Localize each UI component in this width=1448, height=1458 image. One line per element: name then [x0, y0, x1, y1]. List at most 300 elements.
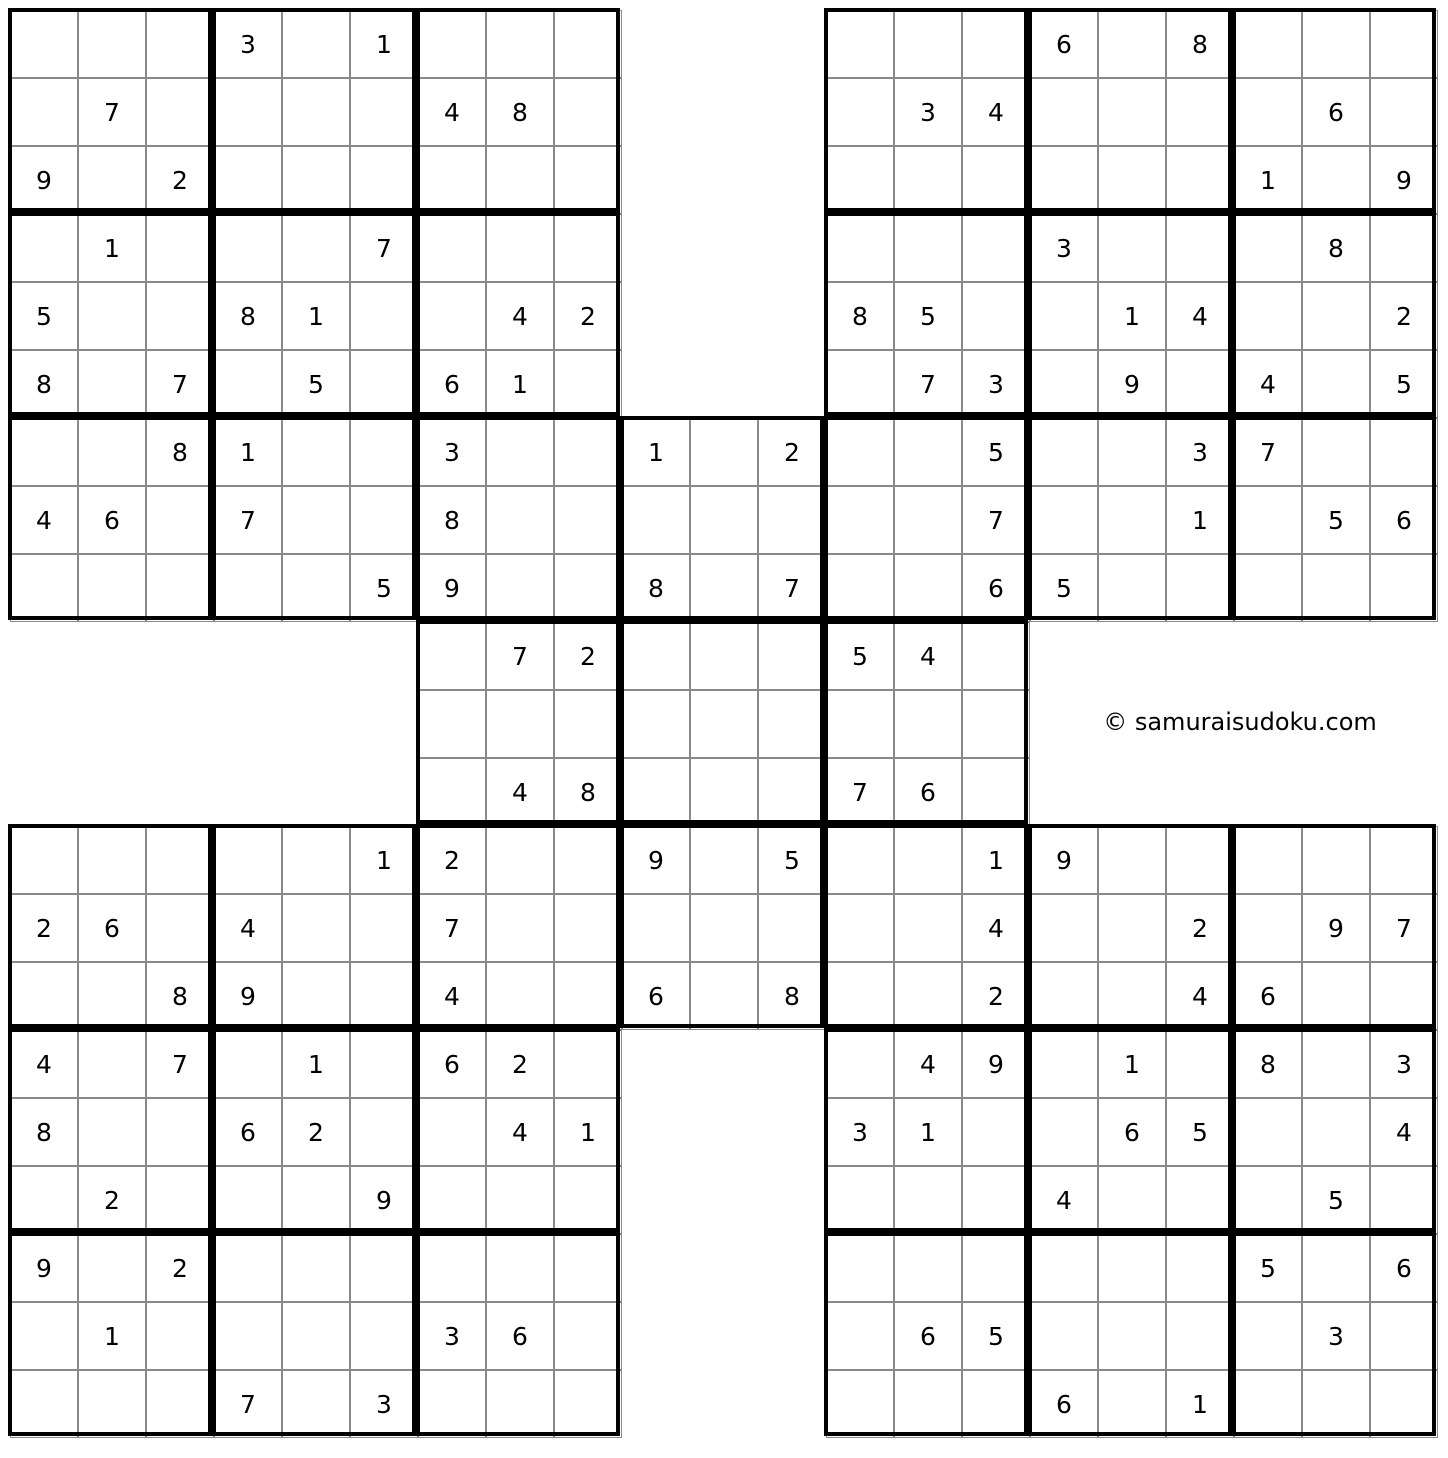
- given-cell[interactable]: 4: [486, 1098, 554, 1166]
- empty-cell[interactable]: [418, 758, 486, 826]
- empty-cell[interactable]: [826, 554, 894, 622]
- given-cell[interactable]: 8: [1234, 1030, 1302, 1098]
- empty-cell[interactable]: [1302, 418, 1370, 486]
- empty-cell[interactable]: [418, 1166, 486, 1234]
- empty-cell[interactable]: [1234, 486, 1302, 554]
- empty-cell[interactable]: [1098, 214, 1166, 282]
- empty-cell[interactable]: [78, 146, 146, 214]
- empty-cell[interactable]: [418, 282, 486, 350]
- given-cell[interactable]: 7: [826, 758, 894, 826]
- empty-cell[interactable]: [690, 962, 758, 1030]
- given-cell[interactable]: 6: [214, 1098, 282, 1166]
- empty-cell[interactable]: [1030, 418, 1098, 486]
- given-cell[interactable]: 4: [214, 894, 282, 962]
- given-cell[interactable]: 8: [418, 486, 486, 554]
- empty-cell[interactable]: [1302, 10, 1370, 78]
- empty-cell[interactable]: [894, 10, 962, 78]
- empty-cell[interactable]: [1166, 1166, 1234, 1234]
- given-cell[interactable]: 2: [1370, 282, 1438, 350]
- empty-cell[interactable]: [826, 418, 894, 486]
- empty-cell[interactable]: [554, 894, 622, 962]
- empty-cell[interactable]: [486, 690, 554, 758]
- empty-cell[interactable]: [894, 690, 962, 758]
- given-cell[interactable]: 3: [962, 350, 1030, 418]
- empty-cell[interactable]: [282, 826, 350, 894]
- empty-cell[interactable]: [78, 826, 146, 894]
- empty-cell[interactable]: [622, 690, 690, 758]
- given-cell[interactable]: 4: [894, 622, 962, 690]
- empty-cell[interactable]: [554, 486, 622, 554]
- empty-cell[interactable]: [418, 214, 486, 282]
- empty-cell[interactable]: [1166, 146, 1234, 214]
- given-cell[interactable]: 7: [418, 894, 486, 962]
- given-cell[interactable]: 1: [1234, 146, 1302, 214]
- empty-cell[interactable]: [1370, 1370, 1438, 1438]
- given-cell[interactable]: 5: [1302, 1166, 1370, 1234]
- empty-cell[interactable]: [1098, 894, 1166, 962]
- empty-cell[interactable]: [214, 146, 282, 214]
- empty-cell[interactable]: [1030, 146, 1098, 214]
- empty-cell[interactable]: [1098, 1370, 1166, 1438]
- empty-cell[interactable]: [962, 214, 1030, 282]
- empty-cell[interactable]: [10, 1166, 78, 1234]
- empty-cell[interactable]: [350, 1302, 418, 1370]
- empty-cell[interactable]: [1098, 1234, 1166, 1302]
- empty-cell[interactable]: [962, 282, 1030, 350]
- empty-cell[interactable]: [962, 1234, 1030, 1302]
- given-cell[interactable]: 1: [214, 418, 282, 486]
- empty-cell[interactable]: [1166, 78, 1234, 146]
- empty-cell[interactable]: [1370, 1302, 1438, 1370]
- empty-cell[interactable]: [418, 690, 486, 758]
- empty-cell[interactable]: [282, 78, 350, 146]
- given-cell[interactable]: 1: [350, 10, 418, 78]
- empty-cell[interactable]: [554, 962, 622, 1030]
- empty-cell[interactable]: [1166, 214, 1234, 282]
- given-cell[interactable]: 6: [78, 894, 146, 962]
- given-cell[interactable]: 4: [418, 962, 486, 1030]
- empty-cell[interactable]: [10, 554, 78, 622]
- given-cell[interactable]: 2: [962, 962, 1030, 1030]
- empty-cell[interactable]: [554, 10, 622, 78]
- given-cell[interactable]: 1: [350, 826, 418, 894]
- given-cell[interactable]: 9: [622, 826, 690, 894]
- given-cell[interactable]: 4: [962, 894, 1030, 962]
- given-cell[interactable]: 1: [894, 1098, 962, 1166]
- given-cell[interactable]: 6: [894, 758, 962, 826]
- given-cell[interactable]: 1: [1098, 282, 1166, 350]
- empty-cell[interactable]: [350, 282, 418, 350]
- given-cell[interactable]: 3: [214, 10, 282, 78]
- given-cell[interactable]: 2: [1166, 894, 1234, 962]
- given-cell[interactable]: 4: [962, 78, 1030, 146]
- given-cell[interactable]: 4: [1030, 1166, 1098, 1234]
- given-cell[interactable]: 3: [1370, 1030, 1438, 1098]
- empty-cell[interactable]: [826, 10, 894, 78]
- empty-cell[interactable]: [1098, 10, 1166, 78]
- given-cell[interactable]: 5: [282, 350, 350, 418]
- empty-cell[interactable]: [282, 418, 350, 486]
- empty-cell[interactable]: [1166, 1030, 1234, 1098]
- given-cell[interactable]: 7: [214, 1370, 282, 1438]
- given-cell[interactable]: 1: [962, 826, 1030, 894]
- empty-cell[interactable]: [894, 1166, 962, 1234]
- empty-cell[interactable]: [1098, 1166, 1166, 1234]
- empty-cell[interactable]: [826, 146, 894, 214]
- empty-cell[interactable]: [486, 1234, 554, 1302]
- empty-cell[interactable]: [1030, 1302, 1098, 1370]
- given-cell[interactable]: 4: [10, 1030, 78, 1098]
- empty-cell[interactable]: [78, 1370, 146, 1438]
- given-cell[interactable]: 8: [146, 962, 214, 1030]
- given-cell[interactable]: 1: [78, 214, 146, 282]
- empty-cell[interactable]: [10, 826, 78, 894]
- empty-cell[interactable]: [1302, 350, 1370, 418]
- empty-cell[interactable]: [1302, 962, 1370, 1030]
- given-cell[interactable]: 8: [486, 78, 554, 146]
- empty-cell[interactable]: [554, 350, 622, 418]
- empty-cell[interactable]: [826, 894, 894, 962]
- empty-cell[interactable]: [146, 826, 214, 894]
- given-cell[interactable]: 8: [214, 282, 282, 350]
- empty-cell[interactable]: [1030, 486, 1098, 554]
- given-cell[interactable]: 6: [1370, 486, 1438, 554]
- empty-cell[interactable]: [214, 1302, 282, 1370]
- empty-cell[interactable]: [1098, 1302, 1166, 1370]
- empty-cell[interactable]: [1302, 1030, 1370, 1098]
- empty-cell[interactable]: [554, 78, 622, 146]
- empty-cell[interactable]: [1234, 1302, 1302, 1370]
- empty-cell[interactable]: [1098, 146, 1166, 214]
- given-cell[interactable]: 8: [1302, 214, 1370, 282]
- empty-cell[interactable]: [1370, 418, 1438, 486]
- empty-cell[interactable]: [350, 146, 418, 214]
- empty-cell[interactable]: [894, 486, 962, 554]
- empty-cell[interactable]: [10, 214, 78, 282]
- empty-cell[interactable]: [78, 10, 146, 78]
- empty-cell[interactable]: [1098, 78, 1166, 146]
- empty-cell[interactable]: [826, 486, 894, 554]
- empty-cell[interactable]: [418, 622, 486, 690]
- given-cell[interactable]: 7: [894, 350, 962, 418]
- empty-cell[interactable]: [1098, 418, 1166, 486]
- given-cell[interactable]: 6: [1302, 78, 1370, 146]
- empty-cell[interactable]: [1234, 894, 1302, 962]
- given-cell[interactable]: 9: [10, 146, 78, 214]
- empty-cell[interactable]: [486, 1166, 554, 1234]
- given-cell[interactable]: 9: [1302, 894, 1370, 962]
- empty-cell[interactable]: [78, 282, 146, 350]
- empty-cell[interactable]: [78, 350, 146, 418]
- empty-cell[interactable]: [554, 826, 622, 894]
- given-cell[interactable]: 3: [1302, 1302, 1370, 1370]
- empty-cell[interactable]: [1302, 554, 1370, 622]
- empty-cell[interactable]: [758, 894, 826, 962]
- empty-cell[interactable]: [1234, 10, 1302, 78]
- given-cell[interactable]: 5: [1370, 350, 1438, 418]
- given-cell[interactable]: 5: [894, 282, 962, 350]
- empty-cell[interactable]: [214, 826, 282, 894]
- given-cell[interactable]: 9: [418, 554, 486, 622]
- empty-cell[interactable]: [826, 962, 894, 1030]
- empty-cell[interactable]: [1234, 214, 1302, 282]
- given-cell[interactable]: 4: [418, 78, 486, 146]
- empty-cell[interactable]: [758, 622, 826, 690]
- given-cell[interactable]: 2: [554, 622, 622, 690]
- given-cell[interactable]: 6: [418, 1030, 486, 1098]
- given-cell[interactable]: 3: [1030, 214, 1098, 282]
- given-cell[interactable]: 2: [146, 1234, 214, 1302]
- given-cell[interactable]: 6: [894, 1302, 962, 1370]
- given-cell[interactable]: 7: [486, 622, 554, 690]
- empty-cell[interactable]: [962, 758, 1030, 826]
- given-cell[interactable]: 9: [1098, 350, 1166, 418]
- empty-cell[interactable]: [214, 214, 282, 282]
- given-cell[interactable]: 5: [758, 826, 826, 894]
- empty-cell[interactable]: [78, 962, 146, 1030]
- empty-cell[interactable]: [486, 214, 554, 282]
- empty-cell[interactable]: [894, 554, 962, 622]
- empty-cell[interactable]: [1302, 826, 1370, 894]
- empty-cell[interactable]: [1166, 350, 1234, 418]
- empty-cell[interactable]: [486, 1370, 554, 1438]
- given-cell[interactable]: 7: [962, 486, 1030, 554]
- empty-cell[interactable]: [418, 1370, 486, 1438]
- given-cell[interactable]: 7: [1234, 418, 1302, 486]
- empty-cell[interactable]: [554, 1030, 622, 1098]
- given-cell[interactable]: 6: [1234, 962, 1302, 1030]
- empty-cell[interactable]: [554, 1302, 622, 1370]
- given-cell[interactable]: 8: [758, 962, 826, 1030]
- given-cell[interactable]: 1: [282, 282, 350, 350]
- empty-cell[interactable]: [690, 418, 758, 486]
- empty-cell[interactable]: [1030, 1098, 1098, 1166]
- empty-cell[interactable]: [622, 486, 690, 554]
- empty-cell[interactable]: [10, 1302, 78, 1370]
- empty-cell[interactable]: [894, 418, 962, 486]
- given-cell[interactable]: 7: [214, 486, 282, 554]
- empty-cell[interactable]: [1302, 282, 1370, 350]
- empty-cell[interactable]: [282, 486, 350, 554]
- given-cell[interactable]: 8: [10, 1098, 78, 1166]
- given-cell[interactable]: 9: [1370, 146, 1438, 214]
- given-cell[interactable]: 5: [826, 622, 894, 690]
- empty-cell[interactable]: [1166, 554, 1234, 622]
- empty-cell[interactable]: [350, 486, 418, 554]
- given-cell[interactable]: 9: [10, 1234, 78, 1302]
- empty-cell[interactable]: [78, 418, 146, 486]
- empty-cell[interactable]: [78, 1234, 146, 1302]
- empty-cell[interactable]: [10, 78, 78, 146]
- empty-cell[interactable]: [554, 214, 622, 282]
- given-cell[interactable]: 9: [1030, 826, 1098, 894]
- empty-cell[interactable]: [1302, 1370, 1370, 1438]
- given-cell[interactable]: 3: [894, 78, 962, 146]
- empty-cell[interactable]: [282, 1370, 350, 1438]
- empty-cell[interactable]: [826, 1370, 894, 1438]
- empty-cell[interactable]: [146, 10, 214, 78]
- empty-cell[interactable]: [554, 690, 622, 758]
- empty-cell[interactable]: [78, 1030, 146, 1098]
- empty-cell[interactable]: [690, 894, 758, 962]
- empty-cell[interactable]: [282, 214, 350, 282]
- empty-cell[interactable]: [486, 826, 554, 894]
- empty-cell[interactable]: [690, 486, 758, 554]
- given-cell[interactable]: 2: [146, 146, 214, 214]
- empty-cell[interactable]: [10, 10, 78, 78]
- given-cell[interactable]: 4: [486, 758, 554, 826]
- given-cell[interactable]: 8: [10, 350, 78, 418]
- given-cell[interactable]: 7: [78, 78, 146, 146]
- empty-cell[interactable]: [214, 1166, 282, 1234]
- given-cell[interactable]: 6: [622, 962, 690, 1030]
- empty-cell[interactable]: [418, 146, 486, 214]
- empty-cell[interactable]: [350, 350, 418, 418]
- empty-cell[interactable]: [282, 554, 350, 622]
- empty-cell[interactable]: [146, 554, 214, 622]
- empty-cell[interactable]: [350, 418, 418, 486]
- empty-cell[interactable]: [826, 1302, 894, 1370]
- given-cell[interactable]: 6: [418, 350, 486, 418]
- empty-cell[interactable]: [962, 690, 1030, 758]
- empty-cell[interactable]: [962, 1166, 1030, 1234]
- empty-cell[interactable]: [146, 486, 214, 554]
- empty-cell[interactable]: [1234, 78, 1302, 146]
- given-cell[interactable]: 4: [1166, 962, 1234, 1030]
- given-cell[interactable]: 3: [826, 1098, 894, 1166]
- given-cell[interactable]: 4: [1234, 350, 1302, 418]
- given-cell[interactable]: 7: [146, 1030, 214, 1098]
- given-cell[interactable]: 2: [758, 418, 826, 486]
- empty-cell[interactable]: [78, 554, 146, 622]
- given-cell[interactable]: 8: [622, 554, 690, 622]
- empty-cell[interactable]: [146, 78, 214, 146]
- given-cell[interactable]: 4: [1370, 1098, 1438, 1166]
- given-cell[interactable]: 4: [10, 486, 78, 554]
- given-cell[interactable]: 6: [1030, 1370, 1098, 1438]
- empty-cell[interactable]: [10, 962, 78, 1030]
- given-cell[interactable]: 6: [78, 486, 146, 554]
- empty-cell[interactable]: [1098, 962, 1166, 1030]
- given-cell[interactable]: 7: [758, 554, 826, 622]
- empty-cell[interactable]: [418, 1098, 486, 1166]
- empty-cell[interactable]: [350, 1234, 418, 1302]
- empty-cell[interactable]: [1370, 78, 1438, 146]
- given-cell[interactable]: 5: [10, 282, 78, 350]
- given-cell[interactable]: 3: [1166, 418, 1234, 486]
- empty-cell[interactable]: [146, 282, 214, 350]
- empty-cell[interactable]: [214, 554, 282, 622]
- empty-cell[interactable]: [826, 78, 894, 146]
- empty-cell[interactable]: [214, 350, 282, 418]
- empty-cell[interactable]: [1370, 826, 1438, 894]
- given-cell[interactable]: 9: [350, 1166, 418, 1234]
- empty-cell[interactable]: [486, 894, 554, 962]
- empty-cell[interactable]: [1166, 1234, 1234, 1302]
- empty-cell[interactable]: [826, 350, 894, 418]
- empty-cell[interactable]: [146, 214, 214, 282]
- given-cell[interactable]: 6: [1098, 1098, 1166, 1166]
- given-cell[interactable]: 1: [282, 1030, 350, 1098]
- empty-cell[interactable]: [894, 1234, 962, 1302]
- given-cell[interactable]: 3: [418, 418, 486, 486]
- empty-cell[interactable]: [1234, 1098, 1302, 1166]
- given-cell[interactable]: 8: [826, 282, 894, 350]
- given-cell[interactable]: 4: [1166, 282, 1234, 350]
- empty-cell[interactable]: [690, 690, 758, 758]
- empty-cell[interactable]: [1030, 962, 1098, 1030]
- empty-cell[interactable]: [1030, 282, 1098, 350]
- empty-cell[interactable]: [418, 10, 486, 78]
- given-cell[interactable]: 7: [146, 350, 214, 418]
- empty-cell[interactable]: [1302, 1098, 1370, 1166]
- empty-cell[interactable]: [486, 962, 554, 1030]
- empty-cell[interactable]: [1030, 894, 1098, 962]
- empty-cell[interactable]: [554, 418, 622, 486]
- empty-cell[interactable]: [282, 1166, 350, 1234]
- empty-cell[interactable]: [1030, 78, 1098, 146]
- empty-cell[interactable]: [214, 1234, 282, 1302]
- given-cell[interactable]: 2: [78, 1166, 146, 1234]
- given-cell[interactable]: 2: [10, 894, 78, 962]
- given-cell[interactable]: 8: [146, 418, 214, 486]
- empty-cell[interactable]: [10, 1370, 78, 1438]
- empty-cell[interactable]: [826, 1166, 894, 1234]
- given-cell[interactable]: 5: [1030, 554, 1098, 622]
- empty-cell[interactable]: [894, 894, 962, 962]
- empty-cell[interactable]: [894, 826, 962, 894]
- empty-cell[interactable]: [1030, 1030, 1098, 1098]
- given-cell[interactable]: 8: [554, 758, 622, 826]
- given-cell[interactable]: 4: [894, 1030, 962, 1098]
- given-cell[interactable]: 1: [1166, 486, 1234, 554]
- empty-cell[interactable]: [486, 554, 554, 622]
- empty-cell[interactable]: [350, 1098, 418, 1166]
- empty-cell[interactable]: [622, 622, 690, 690]
- given-cell[interactable]: 9: [962, 1030, 1030, 1098]
- given-cell[interactable]: 1: [554, 1098, 622, 1166]
- empty-cell[interactable]: [418, 1234, 486, 1302]
- empty-cell[interactable]: [962, 10, 1030, 78]
- empty-cell[interactable]: [1302, 1234, 1370, 1302]
- given-cell[interactable]: 2: [554, 282, 622, 350]
- empty-cell[interactable]: [282, 1302, 350, 1370]
- empty-cell[interactable]: [894, 962, 962, 1030]
- empty-cell[interactable]: [690, 758, 758, 826]
- empty-cell[interactable]: [894, 214, 962, 282]
- empty-cell[interactable]: [282, 146, 350, 214]
- given-cell[interactable]: 2: [486, 1030, 554, 1098]
- given-cell[interactable]: 1: [622, 418, 690, 486]
- empty-cell[interactable]: [622, 894, 690, 962]
- empty-cell[interactable]: [622, 758, 690, 826]
- empty-cell[interactable]: [350, 78, 418, 146]
- given-cell[interactable]: 3: [350, 1370, 418, 1438]
- given-cell[interactable]: 6: [1030, 10, 1098, 78]
- empty-cell[interactable]: [554, 1370, 622, 1438]
- given-cell[interactable]: 1: [78, 1302, 146, 1370]
- empty-cell[interactable]: [282, 962, 350, 1030]
- empty-cell[interactable]: [1098, 826, 1166, 894]
- given-cell[interactable]: 4: [486, 282, 554, 350]
- given-cell[interactable]: 3: [418, 1302, 486, 1370]
- empty-cell[interactable]: [78, 1098, 146, 1166]
- empty-cell[interactable]: [826, 214, 894, 282]
- empty-cell[interactable]: [1098, 486, 1166, 554]
- given-cell[interactable]: 5: [962, 1302, 1030, 1370]
- empty-cell[interactable]: [554, 554, 622, 622]
- empty-cell[interactable]: [282, 1234, 350, 1302]
